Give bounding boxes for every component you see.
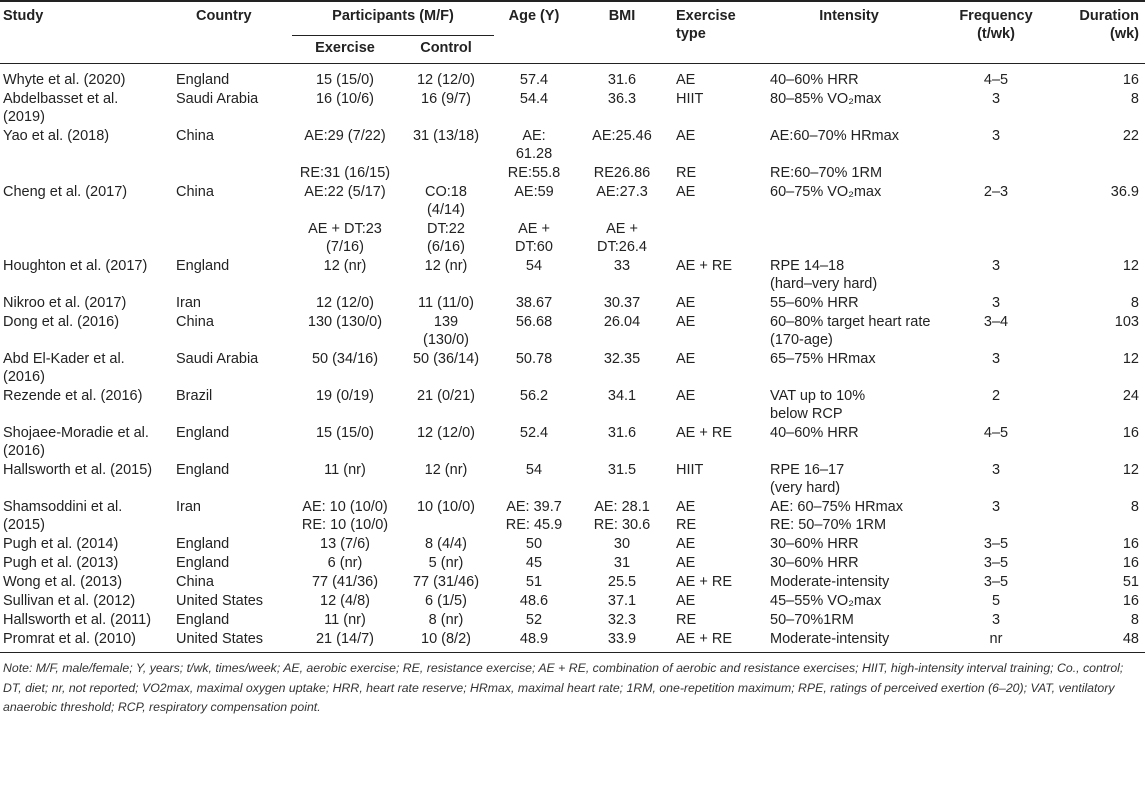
header-exercise-type: Exercise type: [670, 1, 758, 64]
cell-frequency: 3–4: [983, 314, 1009, 330]
cell-age: 54: [525, 258, 543, 274]
table-row: [0, 163, 1145, 182]
cell-country: United States: [176, 593, 264, 609]
table-row: [0, 312, 1145, 349]
cell-exercise-type: AE RE: [676, 499, 697, 533]
cell-frequency: 3–5: [983, 536, 1009, 552]
cell-exercise: 13 (7/6): [320, 536, 370, 552]
cell-country: United States: [166, 629, 292, 653]
table-row: [0, 182, 1145, 219]
cell-control: [398, 163, 494, 182]
cell-intensity: 50–70%1RM: [770, 612, 854, 628]
cell-intensity: 80–85% VO₂max: [770, 91, 882, 107]
cell-duration: 103: [1114, 314, 1139, 330]
cell-duration: 48: [1052, 629, 1145, 653]
cell-country: England: [176, 258, 230, 274]
cell-exercise-type: AE: [676, 351, 696, 367]
cell-age: AE + DT:60: [515, 221, 553, 255]
cell-exercise: 12 (12/0): [315, 295, 375, 311]
cell-age: AE: 39.7 RE: 45.9: [505, 499, 563, 533]
cell-study: Sullivan et al. (2012): [3, 593, 136, 609]
table-row: [0, 126, 1145, 163]
table-row: [0, 629, 1145, 653]
cell-intensity: Moderate-intensity: [758, 629, 940, 653]
cell-duration: 8: [1130, 612, 1139, 628]
cell-frequency: 5: [991, 593, 1001, 609]
cell-exercise: 11 (nr): [324, 612, 366, 628]
cell-control: 6 (1/5): [425, 593, 467, 609]
cell-exercise-type: AE: [676, 184, 696, 200]
cell-exercise: 50 (34/16): [311, 351, 379, 367]
cell-frequency: 3: [991, 91, 1001, 107]
cell-exercise-type: AE: [676, 314, 696, 330]
table-row: [0, 572, 1145, 591]
table-row: [0, 497, 1145, 534]
table-row: [0, 610, 1145, 629]
cell-exercise: 12 (4/8): [320, 593, 370, 609]
cell-control: 8 (4/4): [425, 536, 467, 552]
cell-age: 54.4: [519, 91, 549, 107]
cell-intensity: 60–75% VO₂max: [770, 184, 882, 200]
table-row: [0, 460, 1145, 497]
cell-intensity: 65–75% HRmax: [770, 351, 876, 367]
cell-frequency: 2: [991, 388, 1001, 404]
cell-age: 48.6: [519, 593, 549, 609]
cell-study: Houghton et al. (2017): [3, 258, 148, 274]
cell-duration: 36.9: [1110, 184, 1139, 200]
cell-country: Saudi Arabia: [176, 91, 259, 107]
cell-exercise: 19 (0/19): [315, 388, 375, 404]
cell-control: DT:22 (6/16): [427, 221, 465, 255]
cell-country: China: [176, 184, 214, 200]
cell-study: Abd El-Kader et al. (2016): [3, 351, 125, 385]
cell-intensity: RPE 14–18 (hard–very hard): [770, 258, 878, 292]
cell-duration: 8: [1130, 499, 1139, 515]
table-row: [0, 219, 1145, 256]
cell-bmi: 37.1: [607, 593, 637, 609]
cell-study: Yao et al. (2018): [3, 128, 110, 144]
table-row: [0, 89, 1145, 126]
table-row: [0, 256, 1145, 293]
header-country: Country: [166, 1, 292, 64]
header-age: Age (Y): [494, 1, 574, 64]
header-duration: Duration (wk): [1052, 1, 1145, 64]
cell-country: England: [176, 555, 230, 571]
cell-exercise-type: AE: [676, 295, 696, 311]
cell-exercise: 77 (41/36): [311, 574, 379, 590]
cell-frequency: 3: [991, 462, 1001, 478]
cell-bmi: AE + DT:26.4: [597, 221, 647, 255]
cell-age: 50: [525, 536, 543, 552]
cell-exercise-type: HIIT: [676, 462, 704, 478]
cell-age: 56.68: [515, 314, 553, 330]
cell-country: Saudi Arabia: [176, 351, 259, 367]
cell-control: 10 (8/2): [398, 629, 494, 653]
cell-exercise-type: [670, 219, 758, 256]
cell-exercise: 21 (14/7): [292, 629, 398, 653]
table-row: [0, 386, 1145, 423]
cell-exercise-type: AE + RE: [676, 258, 733, 274]
cell-bmi: AE:27.3: [596, 184, 648, 200]
cell-age: AE:59: [514, 184, 554, 200]
cell-duration: 12: [1122, 351, 1139, 367]
cell-frequency: [940, 163, 1052, 182]
cell-control: CO:18 (4/14): [425, 184, 467, 218]
cell-age: 38.67: [515, 295, 553, 311]
cell-study: Pugh et al. (2014): [3, 536, 119, 552]
cell-frequency: 3: [991, 612, 1001, 628]
table-row: [0, 423, 1145, 460]
table-row: [0, 591, 1145, 610]
cell-intensity: VAT up to 10% below RCP: [770, 388, 866, 422]
cell-duration: 12: [1122, 462, 1139, 478]
cell-bmi: 33: [613, 258, 631, 274]
cell-exercise-type: AE: [676, 128, 696, 144]
cell-age: 57.4: [519, 72, 549, 88]
cell-intensity: 60–80% target heart rate (170-age): [770, 314, 931, 348]
cell-study: Abdelbasset et al. (2019): [3, 91, 119, 125]
cell-frequency: [940, 219, 1052, 256]
cell-exercise-type: AE: [676, 555, 696, 571]
cell-duration: 16: [1122, 425, 1139, 441]
cell-study: [0, 163, 166, 182]
cell-intensity: 55–60% HRR: [770, 295, 859, 311]
cell-country: [166, 219, 292, 256]
cell-bmi: 36.3: [607, 91, 637, 107]
cell-frequency: 3: [991, 351, 1001, 367]
cell-exercise: 15 (15/0): [315, 425, 375, 441]
cell-control: 11 (11/0): [418, 295, 474, 311]
cell-age: AE: 61.28: [515, 128, 553, 162]
table-row: [0, 64, 1145, 90]
cell-bmi: RE26.86: [593, 165, 651, 181]
header-study: Study: [0, 1, 166, 64]
cell-country: England: [176, 536, 230, 552]
header-intensity: Intensity: [758, 1, 940, 64]
cell-frequency: 4–5: [983, 72, 1009, 88]
cell-country: China: [176, 128, 214, 144]
cell-control: 8 (nr): [428, 612, 464, 628]
cell-bmi: 32.35: [603, 351, 641, 367]
cell-duration: 51: [1122, 574, 1139, 590]
cell-duration: 8: [1130, 295, 1139, 311]
cell-intensity: 30–60% HRR: [770, 536, 859, 552]
cell-age: RE:55.8: [507, 165, 561, 181]
cell-bmi: 34.1: [607, 388, 637, 404]
cell-duration: 16: [1122, 555, 1139, 571]
cell-country: England: [176, 72, 230, 88]
cell-control: 16 (9/7): [421, 91, 471, 107]
cell-duration: [1052, 219, 1145, 256]
cell-study: Hallsworth et al. (2015): [3, 462, 153, 478]
cell-exercise-type: AE: [676, 388, 696, 404]
cell-country: England: [176, 612, 230, 628]
cell-frequency: 2–3: [983, 184, 1009, 200]
cell-study: Shamsoddini et al. (2015): [3, 499, 123, 533]
cell-intensity: 30–60% HRR: [770, 555, 859, 571]
cell-country: China: [176, 574, 214, 590]
cell-bmi: 33.9: [574, 629, 670, 653]
cell-control: 50 (36/14): [412, 351, 480, 367]
cell-frequency: 3: [991, 258, 1001, 274]
cell-control: 12 (12/0): [416, 72, 476, 88]
cell-age: 51: [525, 574, 543, 590]
cell-control: 12 (nr): [424, 462, 468, 478]
cell-country: Brazil: [176, 388, 213, 404]
cell-frequency: nr: [940, 629, 1052, 653]
cell-bmi: 31.6: [607, 425, 637, 441]
cell-age: 56.2: [519, 388, 549, 404]
cell-bmi: 30: [613, 536, 631, 552]
cell-control: 10 (10/0): [416, 499, 476, 515]
cell-age: 52.4: [519, 425, 549, 441]
cell-frequency: 3–5: [983, 555, 1009, 571]
cell-bmi: 31: [613, 555, 631, 571]
cell-frequency: 3: [991, 499, 1001, 515]
cell-duration: 12: [1122, 258, 1139, 274]
cell-study: Pugh et al. (2013): [3, 555, 119, 571]
cell-country: China: [176, 314, 214, 330]
cell-control: 21 (0/21): [416, 388, 476, 404]
cell-bmi: 31.5: [607, 462, 637, 478]
cell-duration: 24: [1122, 388, 1139, 404]
cell-study: Promrat et al. (2010): [0, 629, 166, 653]
cell-intensity: 40–60% HRR: [770, 425, 859, 441]
cell-exercise-type: AE + RE: [676, 425, 733, 441]
cell-exercise: 130 (130/0): [307, 314, 383, 330]
cell-study: Dong et al. (2016): [3, 314, 120, 330]
cell-age: 45: [525, 555, 543, 571]
cell-study: Nikroo et al. (2017): [3, 295, 127, 311]
cell-study: Shojaee-Moradie et al. (2016): [3, 425, 149, 459]
cell-study: Hallsworth et al. (2011): [3, 612, 152, 628]
cell-exercise: 6 (nr): [327, 555, 363, 571]
cell-country: [166, 163, 292, 182]
header-control: Control: [398, 36, 494, 64]
cell-country: Iran: [176, 295, 201, 311]
cell-exercise-type: AE: [676, 593, 696, 609]
cell-intensity: RPE 16–17 (very hard): [770, 462, 845, 496]
cell-intensity: 40–60% HRR: [770, 72, 859, 88]
cell-intensity: [758, 219, 940, 256]
cell-bmi: 25.5: [607, 574, 637, 590]
cell-exercise-type: AE + RE: [676, 574, 733, 590]
cell-frequency: 3: [991, 295, 1001, 311]
cell-bmi: 32.3: [607, 612, 637, 628]
header-bmi: BMI: [574, 1, 670, 64]
cell-control: 139 (130/0): [423, 314, 469, 348]
cell-exercise: 16 (10/6): [315, 91, 375, 107]
header-participants: Participants (M/F): [292, 1, 494, 36]
table-row: [0, 553, 1145, 572]
cell-bmi: AE: 28.1 RE: 30.6: [593, 499, 651, 533]
cell-control: 31 (13/18): [412, 128, 480, 144]
cell-study: [0, 219, 166, 256]
cell-intensity: AE: 60–75% HRmax RE: 50–70% 1RM: [770, 499, 903, 533]
table-row: [0, 349, 1145, 386]
cell-age: 48.9: [494, 629, 574, 653]
table-header: [0, 1, 1145, 64]
cell-exercise: RE:31 (16/15): [299, 165, 391, 181]
cell-bmi: 30.37: [603, 295, 641, 311]
cell-exercise-type: AE + RE: [670, 629, 758, 653]
cell-exercise: 15 (15/0): [315, 72, 375, 88]
header-exercise: Exercise: [292, 36, 398, 64]
cell-exercise-type: RE: [676, 165, 697, 181]
cell-duration: 16: [1122, 593, 1139, 609]
cell-exercise: AE:22 (5/17): [304, 184, 386, 200]
cell-exercise-type: RE: [676, 612, 697, 628]
cell-duration: 8: [1130, 91, 1139, 107]
cell-exercise-type: AE: [676, 72, 696, 88]
table-footnote: Note: M/F, male/female; Y, years; t/wk, times/week; AE, aerobic exercise; RE, resistance exercise; AE + RE, combination of aerobic and resistance exercises; HIIT, high-intensity interval training; Co., control; DT, diet; nr, not reported; VO2max, maximal oxygen uptake; HRR, heart rate reserve; HRmax, maximal heart rate; 1RM, one-repetition maximum; RPE, ratings of perceived exertion (6–20); VAT, ventilatory anaerobic threshold; RCP, respiratory compensation point.: [3, 661, 1124, 714]
cell-frequency: 4–5: [983, 425, 1009, 441]
cell-bmi: 31.6: [607, 72, 637, 88]
cell-country: England: [176, 425, 230, 441]
cell-intensity: RE:60–70% 1RM: [770, 165, 883, 181]
cell-exercise: 11 (nr): [324, 462, 366, 478]
cell-study: Cheng et al. (2017): [3, 184, 128, 200]
table-row: [0, 293, 1145, 312]
cell-exercise-type: HIIT: [676, 91, 704, 107]
cell-age: 52: [525, 612, 543, 628]
header-frequency: Frequency (t/wk): [940, 1, 1052, 64]
cell-country: Iran: [176, 499, 201, 515]
cell-age: 50.78: [515, 351, 553, 367]
cell-duration: 22: [1122, 128, 1139, 144]
cell-age: 54: [525, 462, 543, 478]
cell-frequency: 3: [991, 128, 1001, 144]
cell-control: 12 (nr): [424, 258, 468, 274]
cell-exercise: AE: 10 (10/0) RE: 10 (10/0): [301, 499, 389, 533]
table-row: [0, 534, 1145, 553]
cell-control: 5 (nr): [428, 555, 464, 571]
cell-duration: 16: [1122, 72, 1139, 88]
cell-study: Whyte et al. (2020): [3, 72, 126, 88]
cell-study: Rezende et al. (2016): [3, 388, 143, 404]
cell-intensity: AE:60–70% HRmax: [770, 128, 899, 144]
cell-exercise-type: AE: [676, 536, 696, 552]
cell-duration: 16: [1122, 536, 1139, 552]
cell-bmi: 26.04: [603, 314, 641, 330]
cell-exercise: 12 (nr): [323, 258, 367, 274]
cell-duration: [1052, 163, 1145, 182]
cell-bmi: AE:25.46: [592, 128, 652, 144]
cell-country: England: [176, 462, 230, 478]
cell-exercise: AE + DT:23 (7/16): [308, 221, 382, 255]
cell-intensity: Moderate-intensity: [770, 574, 890, 590]
cell-intensity: 45–55% VO₂max: [770, 593, 882, 609]
table-body: [0, 64, 1145, 653]
cell-control: 12 (12/0): [416, 425, 476, 441]
cell-study: Wong et al. (2013): [3, 574, 123, 590]
cell-control: 77 (31/46): [412, 574, 480, 590]
cell-exercise: AE:29 (7/22): [304, 128, 386, 144]
cell-frequency: 3–5: [983, 574, 1009, 590]
